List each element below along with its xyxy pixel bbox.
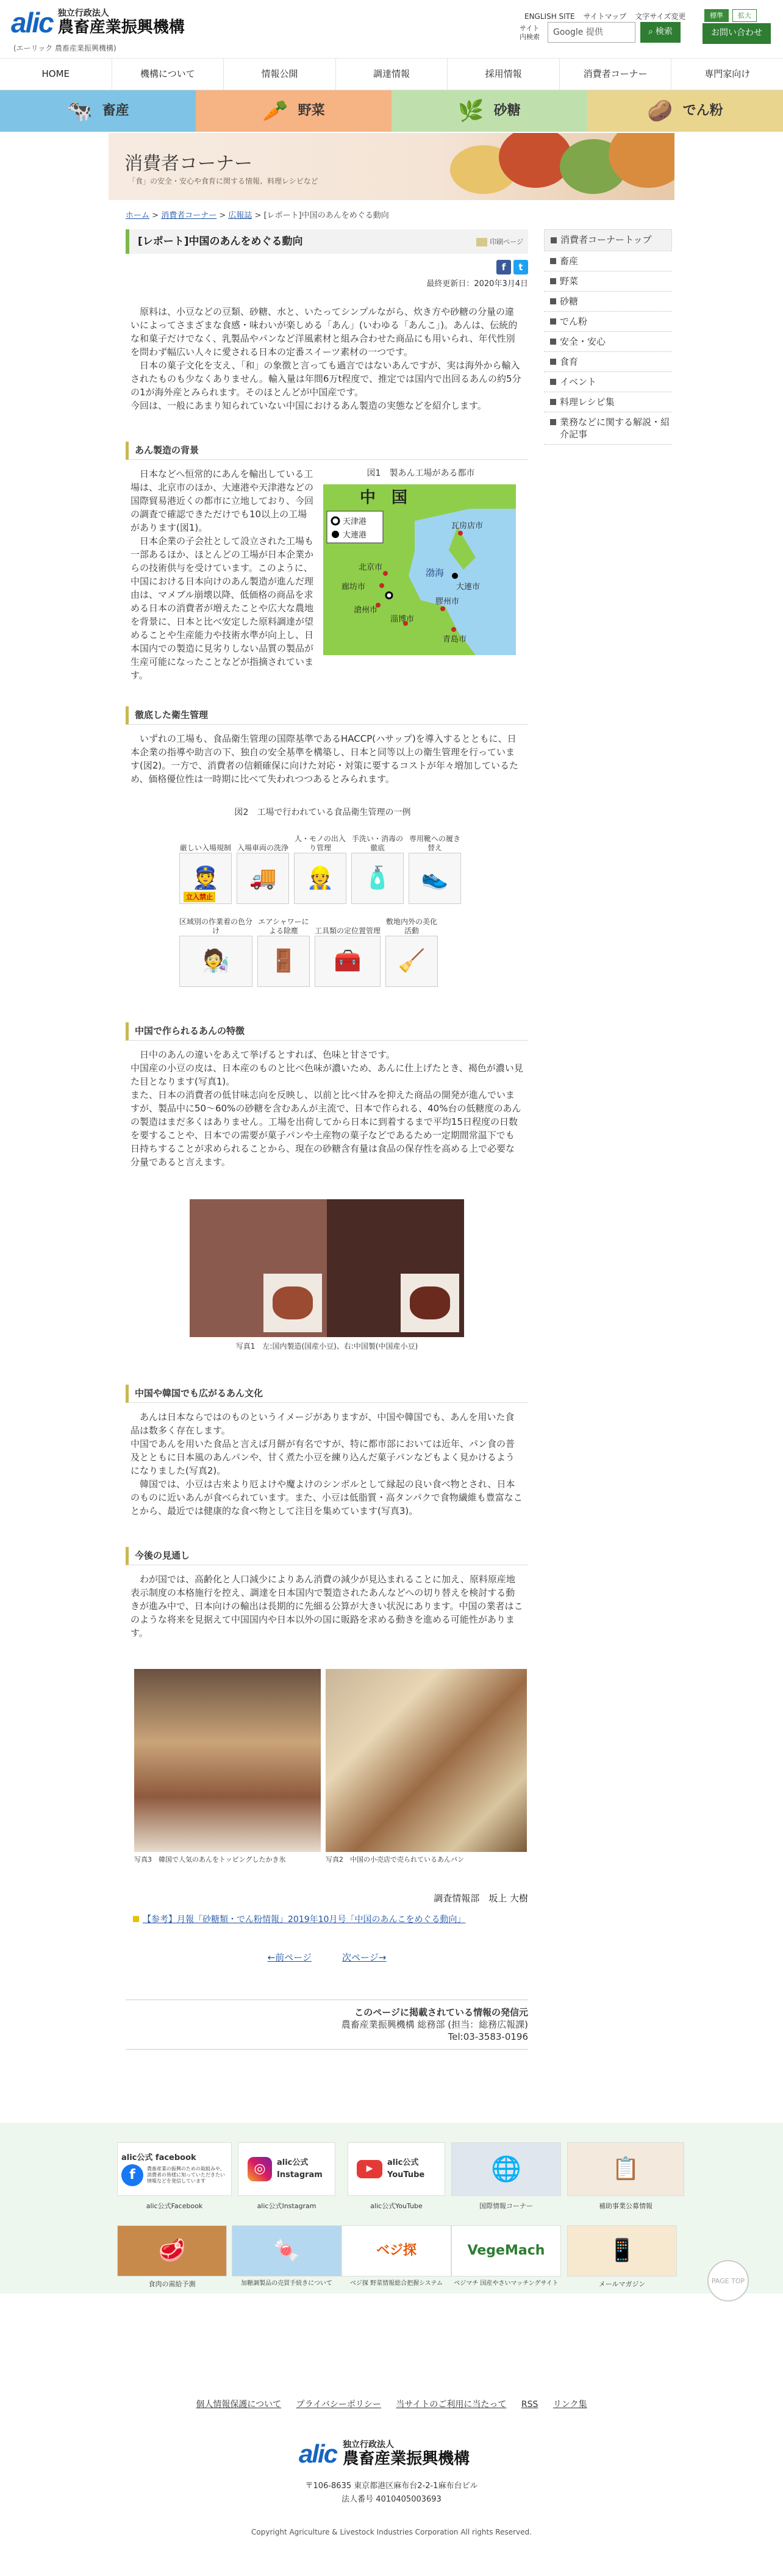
search-button[interactable]: ⌕ 検索 <box>640 22 681 43</box>
vegetable-icon: 🥕 <box>262 98 288 123</box>
copyright: Copyright Agriculture & Livestock Industries Corporation All rights Reserved. <box>251 2528 532 2536</box>
city-label: 膠州市 <box>435 597 460 606</box>
photo-1-domestic <box>190 1199 327 1337</box>
instagram-banner[interactable]: ◎ alic公式 Instagram <box>238 2142 335 2196</box>
sidebar-head[interactable]: 消費者コーナートップ <box>544 229 672 251</box>
section-paragraph: あんは日本ならではのものというイメージがありますが、中国や韓国でも、あんを用いた食品は数多く存在します。 <box>130 1412 515 1437</box>
twitter-share-icon[interactable]: t <box>513 260 528 274</box>
bullet-icon <box>550 399 556 405</box>
photo-3-image <box>134 1669 321 1852</box>
reference-link[interactable]: 【参考】月報「砂糖類・でん粉情報」2019年10月号「中国のあんこをめぐる動向」 <box>143 1914 466 1925</box>
breadcrumb-current: [レポート]中国のあんをめぐる動向 <box>263 211 389 220</box>
site-logo[interactable] <box>11 9 185 37</box>
legend-tianjin: 天津港 <box>343 517 367 526</box>
nav-recruit[interactable]: 採用情報 <box>448 59 560 90</box>
figure-2 <box>126 806 528 987</box>
photo-2-caption: 写真2 中国の小売店で売られているあんパン <box>326 1856 464 1864</box>
pagination <box>126 1951 528 1965</box>
international-banner[interactable] <box>451 2142 561 2196</box>
search-label: サイト内検索 <box>520 24 540 41</box>
publisher-name: 農畜産業振興機構 総務部 (担当：総務広報課) <box>341 2018 528 2030</box>
facebook-share-icon[interactable]: f <box>496 260 511 274</box>
sidebar-item-events[interactable]: イベント <box>544 372 672 392</box>
share-buttons <box>496 260 528 274</box>
hygiene-illustration: エアシャワーによる除塵 🚪 <box>257 906 310 987</box>
search-icon: ⌕ <box>648 27 653 37</box>
hygiene-illustration: 入場車両の洗浄 🚚 <box>237 823 289 904</box>
figure-2-row <box>179 823 528 904</box>
print-page-link[interactable]: 印刷ページ <box>476 237 523 247</box>
section-heading: 中国で作られるあんの特徴 <box>126 1022 528 1041</box>
consumer-corner-banner <box>109 133 674 200</box>
intro-paragraph: 日本の菓子文化を支え、「和」の象徴と言っても過言ではないあんですが、実は海外から輸入されたものも少なくありません。輸入量は年間6万t程度で、推定では国内で出回るあんの約5分の1が海外産とみられます。そのほとんどが中国産です。 <box>130 360 521 398</box>
next-page-link[interactable]: 次ページ→ <box>342 1952 387 1964</box>
sitemap-link[interactable]: サイトマップ <box>583 12 627 21</box>
meat-forecast-banner[interactable] <box>117 2225 227 2276</box>
category-livestock[interactable]: 🐄 畜産 <box>0 90 196 132</box>
bullet-icon <box>550 359 556 365</box>
phone-icon: 📱 <box>608 2238 636 2264</box>
prev-page-link[interactable]: ←前ページ <box>267 1952 312 1964</box>
city-label: 北京市 <box>359 562 383 572</box>
sidebar-item-sugar[interactable]: 砂糖 <box>544 292 672 312</box>
section-heading: 今後の見通し <box>126 1547 528 1565</box>
sea-label: 渤海 <box>426 567 445 578</box>
section-paragraph: 日本などへ恒常的にあんを輸出している工場は、北京市のほか、大連港や天津港などの国際貿易港近くの都市に立地しており、今回の調査で確認できただけでも10以上の工場があります(図1)。 <box>130 468 314 533</box>
section-paragraph: 中国であんを用いた食品と言えば月餅が有名ですが、特に都市部においては近年、パン食の普及とともに日本風のあんパンや、甘く煮た小豆を練り込んだ菓子パンなどもよく見かけるようになりました(写真2)。 <box>130 1438 515 1477</box>
city-label: 滄州市 <box>354 605 378 615</box>
bullet-icon <box>550 339 556 345</box>
banner-subtitle: 「食」の安全・安心や食育に関する情報、料理レシピなど <box>128 177 318 185</box>
entry-prohibited-sign: 立入禁止 <box>184 892 215 902</box>
nav-about[interactable]: 機構について <box>112 59 224 90</box>
toolbox-icon: 🧰 <box>334 948 362 974</box>
vegetan-link[interactable]: ベジ探 野菜情報総合把握システム <box>349 2280 443 2287</box>
hygiene-illustration: 手洗い・消毒の徹底 🧴 <box>351 823 404 904</box>
section-paragraph: 韓国では、小豆は古来より厄よけや魔よけのシンボルとして縁起の良い食べ物とされ、日本のものに近いあんが食べられています。また、小豆は低脂質・高タンパクで食物繊維も豊富なことから、最近では健康的な食べ物として注目を集めています(写真3)。 <box>130 1479 523 1517</box>
photo-3-caption: 写真3 韓国で人気のあんをトッピングしたかき氷 <box>134 1856 286 1864</box>
map-country-label: 中 国 <box>360 488 408 507</box>
footer-address-block <box>0 2480 783 2506</box>
subsidy-banner[interactable] <box>567 2142 684 2196</box>
hygiene-illustration: 専用靴への履き替え 👟 <box>409 823 461 904</box>
sugarcane-icon: 🌿 <box>458 98 484 123</box>
publisher-title: このページに掲載されている情報の発信元 <box>354 2006 528 2018</box>
sidebar-item-vegetables[interactable]: 野菜 <box>544 271 672 292</box>
mail-magazine-banner[interactable] <box>567 2225 677 2276</box>
photo-row <box>126 1669 528 1865</box>
mail-magazine-link[interactable]: メールマガジン <box>598 2280 646 2288</box>
figure-2-caption: 図2 工場で行われている食品衛生管理の一例 <box>234 808 411 817</box>
footer-link-terms[interactable]: 当サイトのご利用に当たって <box>396 2400 507 2409</box>
footer-link-links[interactable]: リンク集 <box>552 2400 587 2409</box>
footer-address: 〒106-8635 東京都港区麻布台2-2-1麻布台ビル <box>305 2481 478 2491</box>
section-paragraph: わが国では、高齢化と人口減少によりあん消費の減少が見込まれることに加え、原料原産地表示制度の本格施行を控え、調達を日本国内で製造されたあんなどへの切り替えを検討する動きが進み中で、日本向けの輸出は長期的に先細る公算が大きい状況にあります。中国の業者はこのような将来を見据えて中国国内や日本以外の国に販路を求める動きを進める可能性があります。 <box>130 1574 523 1639</box>
bullet-icon <box>550 278 556 284</box>
category-vegetables[interactable]: 🥕 野菜 <box>196 90 392 132</box>
nav-consumer[interactable]: 消費者コーナー <box>560 59 672 90</box>
bullet-icon <box>550 318 556 325</box>
nav-procurement[interactable]: 調達情報 <box>336 59 448 90</box>
page-top-button[interactable]: PAGE TOP <box>707 2260 749 2302</box>
cleaning-icon: 🧹 <box>398 948 426 974</box>
contact-button[interactable]: お問い合わせ <box>703 23 771 44</box>
figure-1-caption: 図1 製あん工場がある都市 <box>366 468 475 478</box>
potato-icon: 🥔 <box>647 98 673 123</box>
logo-large-text: 農畜産業振興機構 <box>57 18 185 37</box>
publisher-tel: Tel:03-3583-0196 <box>448 2031 528 2042</box>
subsidy-link[interactable]: 補助事業公募情報 <box>599 2202 652 2210</box>
logo-small-text: 独立行政法人 <box>57 9 109 18</box>
section-paragraph: 日本企業の子会社として設立された工場も一部あるほか、ほとんどの工場が日本企業からの技術供与を受けています。このように、中国における日本向けのあん製造が進んだ理由は、マメブル崩壊以降、低価格の商品を求める日本の消費者が増えたことや広大な農地を背景に、日本と比べ安定した原料調達が望めることや生産能力や技術水準が向上し、日本国内での製造に見劣りしない品質の製品が生産可能になったことなどが指摘されています。 <box>130 536 314 681</box>
meat-icon: 🥩 <box>158 2238 186 2264</box>
footer-link-privacy[interactable]: 個人情報保護について <box>196 2400 282 2409</box>
photo-2-image <box>326 1669 527 1852</box>
meat-forecast-link[interactable]: 食肉の需給予測 <box>148 2280 196 2288</box>
reference <box>126 1914 528 1927</box>
nav-disclosure[interactable]: 情報公開 <box>224 59 336 90</box>
section-paragraph: いずれの工場も、食品衛生管理の国際基準であるHACCP(ハサップ)を導入するとともに、日本企業の指導や助言の下、独自の安全基準を構築し、日本と同等以上の衛生管理を行っています(図2)。一方で、消費者の信頼確保に向けた対応・対策に要するコストが年々増加しているため、価格優位性は一時期に比べて失われつつあるとみられます。 <box>130 733 518 784</box>
sugar-procedure-banner[interactable] <box>232 2225 341 2276</box>
font-size-standard-button[interactable]: 標準 <box>704 9 729 22</box>
figure-1 <box>323 467 518 682</box>
nav-experts[interactable]: 専門家向け <box>704 68 751 79</box>
truck-icon: 🚚 <box>249 865 277 891</box>
printer-icon <box>476 238 487 246</box>
hygiene-illustration: 敷地内外の美化活動 🧹 <box>385 906 438 987</box>
sidebar <box>544 229 672 445</box>
international-link[interactable]: 国際情報コーナー <box>479 2202 533 2210</box>
workers-icon: 👷 <box>306 865 334 891</box>
font-size-label: 文字サイズ変更 <box>635 12 686 21</box>
city-label: 廊坊市 <box>341 582 366 592</box>
page-title: [レポート]中国のあんをめぐる動向 <box>126 229 528 254</box>
bullet-icon <box>133 1916 139 1922</box>
hygiene-illustration: 工具類の定位置管理 🧰 <box>315 906 381 987</box>
hygiene-illustration: 区域別の作業着の色分け 🧑‍🔬 <box>179 906 252 987</box>
sidebar-item-starch[interactable]: でん粉 <box>544 312 672 332</box>
sugar-procedure-link[interactable]: 加糖調製品の売買手続きについて <box>241 2280 332 2287</box>
article <box>126 229 528 2050</box>
legend-dalian: 大連港 <box>343 530 367 540</box>
sidebar-item-livestock[interactable]: 畜産 <box>544 251 672 271</box>
figure-2-row <box>179 906 528 987</box>
site-header <box>0 0 783 59</box>
breadcrumb-magazine[interactable]: 広報誌 <box>228 211 252 220</box>
bullet-icon <box>550 258 556 264</box>
footer-link-privacy-policy[interactable]: プライバシーポリシー <box>296 2400 381 2409</box>
facebook-banner[interactable]: alic公式 facebook f 農畜産業の振興のための取組みや、消費者の皆様に知っていただきたい情報などを発信しています <box>117 2142 232 2196</box>
photo-3 <box>134 1669 321 1865</box>
nav-home[interactable]: HOME <box>0 59 112 90</box>
photo-1-chinese <box>327 1199 464 1337</box>
intro-paragraph: 今回は、一般にあまり知られていない中国におけるあん製造の実態などを紹介します。 <box>130 400 487 411</box>
city-label: 瓦房店市 <box>451 521 484 531</box>
facebook-link[interactable]: alic公式Facebook <box>146 2202 203 2210</box>
figure-1-map <box>323 484 516 655</box>
sidebar-item-safety[interactable]: 安全・安心 <box>544 332 672 352</box>
intro-paragraph: 原料は、小豆などの豆類、砂糖、水と、いたってシンプルながら、炊き方や砂糖の分量の違いによってさまざまな食感・味わいが楽しめる「あん」(いわゆる「あんこ」)。あんは、伝統的な和菓子だけでなく、乳製品やパンなど洋風素材と組み合わせた商品にも用いられ、年代性別を問わず幅広い人々に愛される日本の定番スイーツ素材の一つです。 <box>130 306 518 357</box>
bullet-icon <box>550 419 556 425</box>
author: 調査情報部 坂上 大樹 <box>434 1893 528 1904</box>
english-site-link[interactable]: ENGLISH SITE <box>524 12 575 21</box>
footer-links <box>0 2398 783 2412</box>
logo-subtitle: (エーリック 農畜産業振興機構) <box>13 44 116 52</box>
photo-1-caption: 写真1 左:国内製造(国産小豆)、右:中国製(中国産小豆) <box>235 1341 418 1351</box>
youtube-link[interactable]: alic公式YouTube <box>370 2202 423 2210</box>
photo-2 <box>326 1669 527 1865</box>
font-size-large-button[interactable]: 拡大 <box>732 9 757 22</box>
banner-title: 消費者コーナー <box>124 153 252 174</box>
youtube-banner[interactable]: ▶ alic公式 YouTube <box>348 2142 445 2196</box>
section-heading: 徹底した衛生管理 <box>126 706 528 725</box>
bullet-icon <box>551 237 557 243</box>
publisher-info <box>126 2000 528 2043</box>
air-shower-icon: 🚪 <box>270 948 298 974</box>
guard-icon: 👮 <box>191 865 220 891</box>
footer-link-rss[interactable]: RSS <box>521 2400 538 2409</box>
cow-icon: 🐄 <box>66 98 93 123</box>
photo-1 <box>190 1199 464 1352</box>
footer-logo[interactable]: alic 独立行政法人 農畜産業振興機構 <box>299 2439 470 2468</box>
sidebar-item-articles[interactable]: 業務などに関する解説・紹介記事 <box>544 412 672 445</box>
vegematch-banner[interactable]: VegeMach <box>451 2225 561 2276</box>
footer-banners <box>0 2123 783 2294</box>
section-paragraph: 日中のあんの違いをあえて挙げるとすれば、色味と甘さです。 <box>140 1049 395 1060</box>
city-label: 淄博市 <box>390 614 415 624</box>
instagram-icon: ◎ <box>248 2157 272 2181</box>
sugar-icon: 🍬 <box>273 2238 301 2264</box>
last-updated: 最終更新日：2020年3月4日 <box>426 279 528 289</box>
category-nav <box>0 90 783 132</box>
bullet-icon <box>550 298 556 304</box>
section-heading: 中国や韓国でも広がるあん文化 <box>126 1385 528 1403</box>
section-paragraph: また、日本の消費者の低甘味志向を反映し、以前と比べ甘みを抑えた商品の開発が進んでいますが、製品中に50～60%の砂糖を含むあんが主流で、日本で作られる、40%台の低糖度のあんの製造はまだ多くはありません。工場を出荷してから日本に到着するまで平均15日程度の日数を要することや、日本での需要が菓子パンや土産物の菓子などであるため一定期間常温下でも日持ちすることが求められることから、現在の砂糖含有量は食品の保存性を高める上で必要な分量であると言えます。 <box>130 1089 521 1168</box>
vegetan-banner[interactable]: ベジ探 <box>341 2225 451 2276</box>
search-input[interactable]: Google 提供 <box>548 22 635 43</box>
category-sugar[interactable]: 🌿 砂糖 <box>392 90 587 132</box>
breadcrumb: ホーム > 消費者コーナー > 広報誌 > [レポート]中国のあんをめぐる動向 <box>126 211 389 220</box>
hygiene-illustration: 人・モノの出入り管理 👷 <box>294 823 346 904</box>
globe-icon: 🌐 <box>491 2155 521 2183</box>
bullet-icon <box>550 379 556 385</box>
corporate-number: 法人番号 4010405003693 <box>341 2495 442 2504</box>
logo-mark: alic <box>11 7 53 38</box>
sanitizer-icon: 🧴 <box>363 865 392 891</box>
city-label: 青島市 <box>443 634 467 644</box>
facebook-icon: f <box>121 2164 143 2186</box>
section-paragraph: 中国産の小豆の皮は、日本産のものと比べ色味が濃いため、あんに仕上げたとき、褐色が濃い見た目となります(写真1)。 <box>130 1062 523 1087</box>
category-starch[interactable]: 🥔 でん粉 <box>587 90 783 132</box>
shoes-icon: 👟 <box>421 865 449 891</box>
global-nav <box>0 59 783 90</box>
vegematch-link[interactable]: ベジマチ 国産やさいマッチングサイト <box>454 2280 559 2287</box>
breadcrumb-home[interactable]: ホーム <box>126 211 150 220</box>
breadcrumb-consumer[interactable]: 消費者コーナー <box>161 211 217 220</box>
youtube-icon: ▶ <box>357 2160 382 2178</box>
hygiene-illustration: 厳しい入場規制 👮 立入禁止 <box>179 823 232 904</box>
clipboard-icon: 📋 <box>612 2156 640 2182</box>
city-label: 大連市 <box>456 582 481 592</box>
sidebar-item-food-education[interactable]: 食育 <box>544 352 672 372</box>
instagram-link[interactable]: alic公式Instagram <box>257 2202 316 2210</box>
work-clothes-icon: 🧑‍🔬 <box>202 948 230 974</box>
sidebar-item-recipes[interactable]: 料理レシピ集 <box>544 392 672 412</box>
section-heading: あん製造の背景 <box>126 442 528 460</box>
